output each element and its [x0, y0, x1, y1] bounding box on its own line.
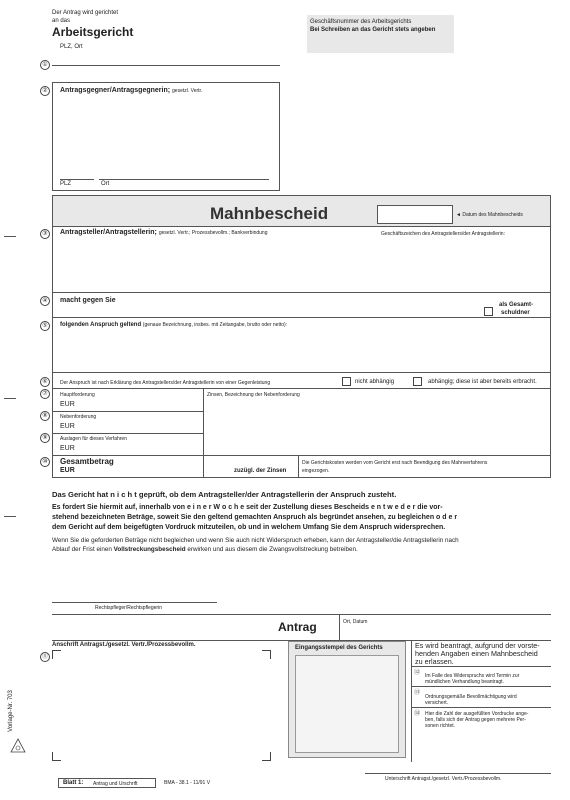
costs-note-2: eingezogen.	[302, 468, 330, 474]
total-label: Gesamtbetrag	[60, 457, 114, 466]
legal-p3-text-b: Vollstreckungsbescheid	[113, 546, 186, 553]
case-number-box[interactable]	[307, 15, 454, 53]
address-corner-tl	[52, 650, 61, 659]
ancillary-claim-label: Nebenforderung	[60, 414, 97, 420]
clerk-signature-label: Rechtspfleger/Rechtspflegerin	[95, 605, 162, 611]
respondent-ort-label: Ort	[101, 181, 110, 187]
option2-line-2: versichert.	[425, 700, 449, 706]
applicant-bottom-line	[52, 292, 551, 293]
title-bar-bottom	[52, 226, 551, 227]
address-corner-tr	[262, 650, 271, 659]
section-number-5: ⑤	[40, 321, 50, 331]
margin-tick	[4, 236, 16, 237]
legal-p3-text-c: erwirken und aus diesem die Zwangsvollstreckung betreiben.	[185, 546, 358, 553]
joint-liability-label-1: als Gesamt-	[499, 302, 534, 308]
main-claim-currency: EUR	[60, 401, 75, 408]
request-line-1: Es wird beantragt, aufgrund der vorste-	[415, 641, 540, 650]
clerk-signature-line	[52, 602, 217, 603]
counter-not-dependent-label: nicht abhängig	[355, 379, 395, 385]
margin-tick	[4, 398, 16, 399]
date-field[interactable]	[377, 205, 453, 224]
plz-ort-label: PLZ, Ort	[60, 44, 83, 50]
request-divider	[411, 640, 412, 762]
claim-label-note: (genaue Bezeichnung, insbes. mit Zeitangabe, brutto oder netto):	[142, 322, 288, 328]
place-date-label: Ort, Datum	[343, 619, 368, 625]
section-number-1: ①	[40, 60, 50, 70]
expenses-field[interactable]	[80, 442, 200, 454]
applicant-reference-label: Geschäftszeichen des Antragstellers/der Antragstellerin:	[381, 231, 505, 237]
applicant-title	[60, 229, 267, 236]
vertical-template-number: Vorlage-Nr. 703	[7, 690, 14, 732]
section-number-3: ③	[40, 229, 50, 239]
section-number-8: ⑧	[40, 411, 50, 421]
respondent-plz-line	[60, 179, 94, 180]
legal-paragraph-1: Das Gericht hat n i c h t geprüft, ob dem Antragsteller/der Antragstellerin der Anspruch zusteht.	[52, 490, 397, 499]
respondent-box[interactable]	[52, 82, 280, 191]
counter-performance-text: Der Anspruch ist nach Erklärung des Antragstellers/der Antragstellerin von einer Gegenleistung	[60, 380, 271, 386]
ancillary-claim-currency: EUR	[60, 423, 75, 430]
costs-note-1: Die Gerichtskosten werden vom Gericht erst nach Beendigung des Mahnverfahrens	[302, 460, 488, 466]
option3-field[interactable]	[413, 708, 550, 730]
antrag-top-line	[52, 614, 551, 615]
court-title: Arbeitsgericht	[52, 25, 134, 39]
option2-field[interactable]	[413, 687, 550, 705]
sheet-label-box	[58, 778, 156, 788]
applicant-signature-field[interactable]	[365, 755, 551, 773]
case-number-note: Bei Schreiben an das Gericht stets angeben	[310, 27, 436, 33]
expenses-line	[52, 455, 551, 456]
applicant-title-note: gesetzl. Vertr.; Prozessbevollm.; Bankverbindung	[158, 230, 268, 236]
section-number-4: ④	[40, 296, 50, 306]
legal-p3-text-a: Ablauf der Frist einen	[52, 546, 114, 553]
counter-dependent-label: abhängig; diese ist aber bereits erbracht.	[428, 379, 537, 385]
date-label: ◄ Datum des Mahnbescheids	[456, 212, 523, 218]
interest-field[interactable]	[207, 400, 545, 452]
costs-divider	[298, 455, 299, 478]
option2-line-1: Ordnungsgemäße Bevollmächtigung wird	[425, 694, 517, 700]
antrag-title: Antrag	[278, 620, 317, 634]
section-number-10: ⑩	[40, 457, 50, 467]
option2-number: ⑬	[414, 690, 421, 696]
option3-number: ⑭	[414, 711, 421, 717]
legal-paragraph-2-line-1: Es fordert Sie hiermit auf, innerhalb von e i n e r W o c h e seit der Zustellung dieses Bescheids e n t w e d e r die vor-	[52, 504, 443, 511]
legal-paragraph-2-line-3: dem Gericht auf dem beigefügten Vordruck mitzuteilen, ob und in welchem Umfang Sie dem Anspruch widersprechen.	[52, 524, 446, 531]
applicant-title-text: Antragsteller/Antragstellerin;	[60, 229, 157, 236]
section-number-6: ⑥	[40, 377, 50, 387]
respondent-ort-line	[99, 179, 269, 180]
sheet-description: Antrag und Urschrift	[93, 781, 138, 787]
court-address-line	[52, 65, 280, 66]
option3-line-3: sonen richtet.	[425, 723, 456, 729]
clerk-signature-field[interactable]	[52, 580, 217, 602]
applicant-signature-label: Unterschrift Antragst./gesetzl. Vertr./Prozessbevollm.	[385, 776, 502, 782]
case-number-label: Geschäftsnummer des Arbeitsgerichts	[310, 19, 412, 25]
against-bottom-line	[52, 317, 551, 318]
option3-line-2: ben, falls sich der Antrag gegen mehrere Per-	[425, 717, 526, 723]
address-corner-bl	[52, 752, 61, 761]
respondent-title-text: Antragsgegner/Antragsgegnerin;	[60, 87, 171, 94]
interest-label: Zinsen, Bezeichnung der Nebenforderung	[207, 392, 300, 398]
antrag-title-divider	[339, 614, 340, 640]
address-corner-br	[262, 752, 271, 761]
option1-field[interactable]	[413, 667, 550, 685]
publisher-logo-icon	[10, 738, 26, 754]
main-claim-label: Hauptforderung	[60, 392, 95, 398]
document-title: Mahnbescheid	[210, 204, 329, 223]
section-number-11: ⑪	[41, 654, 48, 660]
respondent-title-note: gesetzl. Vertr.	[172, 88, 203, 94]
main-claim-line	[52, 411, 204, 412]
applicant-address-field[interactable]	[56, 652, 266, 756]
court-stamp-label: Eingangsstempel des Gerichts	[295, 645, 383, 651]
an-das-label: an das	[52, 18, 71, 24]
applicant-field[interactable]	[60, 238, 545, 288]
applicant-signature-line	[365, 773, 551, 774]
section-number-2: ②	[40, 86, 50, 96]
counter-not-dependent-checkbox[interactable]	[342, 377, 351, 386]
against-label: macht gegen Sie	[60, 297, 116, 304]
counter-dependent-checkbox[interactable]	[413, 377, 422, 386]
section-number-7: ⑦	[40, 389, 50, 399]
section-number-9: ⑨	[40, 433, 50, 443]
main-claim-field[interactable]	[80, 398, 200, 410]
claim-label	[60, 322, 287, 328]
request-line-2: henden Angaben einen Mahnbescheid	[415, 649, 538, 658]
total-field[interactable]	[80, 465, 200, 477]
expenses-currency: EUR	[60, 445, 75, 452]
counter-bottom-line	[52, 388, 551, 389]
court-stamp-box	[288, 641, 406, 758]
form-code: BMA - 38.1 - 11/91 V	[164, 780, 211, 786]
joint-liability-label-2: schuldner	[501, 310, 530, 316]
total-currency: EUR	[60, 467, 75, 474]
applicant-address-label: Anschrift Antragst./gesetzl. Vertr./Prozessbevollm.	[52, 642, 196, 648]
claim-bottom-line	[52, 372, 551, 373]
margin-tick	[4, 516, 16, 517]
claim-label-text: folgenden Anspruch geltend	[60, 322, 142, 328]
option1-number: ⑫	[414, 670, 421, 676]
respondent-title	[60, 87, 202, 94]
option3-line-1: Hier die Zahl der ausgefüllten Vordrucke ange-	[425, 711, 529, 717]
ancillary-claim-field[interactable]	[80, 420, 200, 432]
option1-line-1: Im Falle des Widerspruchs wird Termin zur	[425, 673, 520, 679]
plus-interest-label: zuzügl. der Zinsen	[234, 468, 287, 474]
legal-paragraph-3-line-2	[52, 546, 358, 553]
sheet-label: Blatt 1:	[63, 780, 84, 786]
claim-field[interactable]	[60, 330, 545, 370]
expenses-label: Auslagen für dieses Verfahren	[60, 436, 127, 442]
place-date-field[interactable]	[343, 626, 548, 638]
court-address-field[interactable]	[52, 38, 280, 65]
joint-liability-checkbox[interactable]	[484, 307, 493, 316]
addressed-to-label: Der Antrag wird gerichtet	[52, 10, 119, 16]
ancillary-claim-line	[52, 433, 204, 434]
legal-paragraph-2-line-2: stehend bezeichneten Beträge, soweit Sie den geltend gemachten Anspruch als begründet ansehen, zu begleichen o d e r	[52, 514, 458, 521]
court-stamp-area	[295, 655, 399, 753]
request-line-3: zu erlassen.	[415, 657, 454, 666]
respondent-plz-label: PLZ	[60, 181, 72, 187]
legal-paragraph-3-line-1: Wenn Sie die geforderten Beträge nicht begleichen und wenn Sie auch nicht Widerspruch erheben, kann der Antragsteller/die Antragstellerin nach	[52, 537, 459, 544]
option1-line-2: mündlichen Verhandlung beantragt.	[425, 679, 504, 685]
